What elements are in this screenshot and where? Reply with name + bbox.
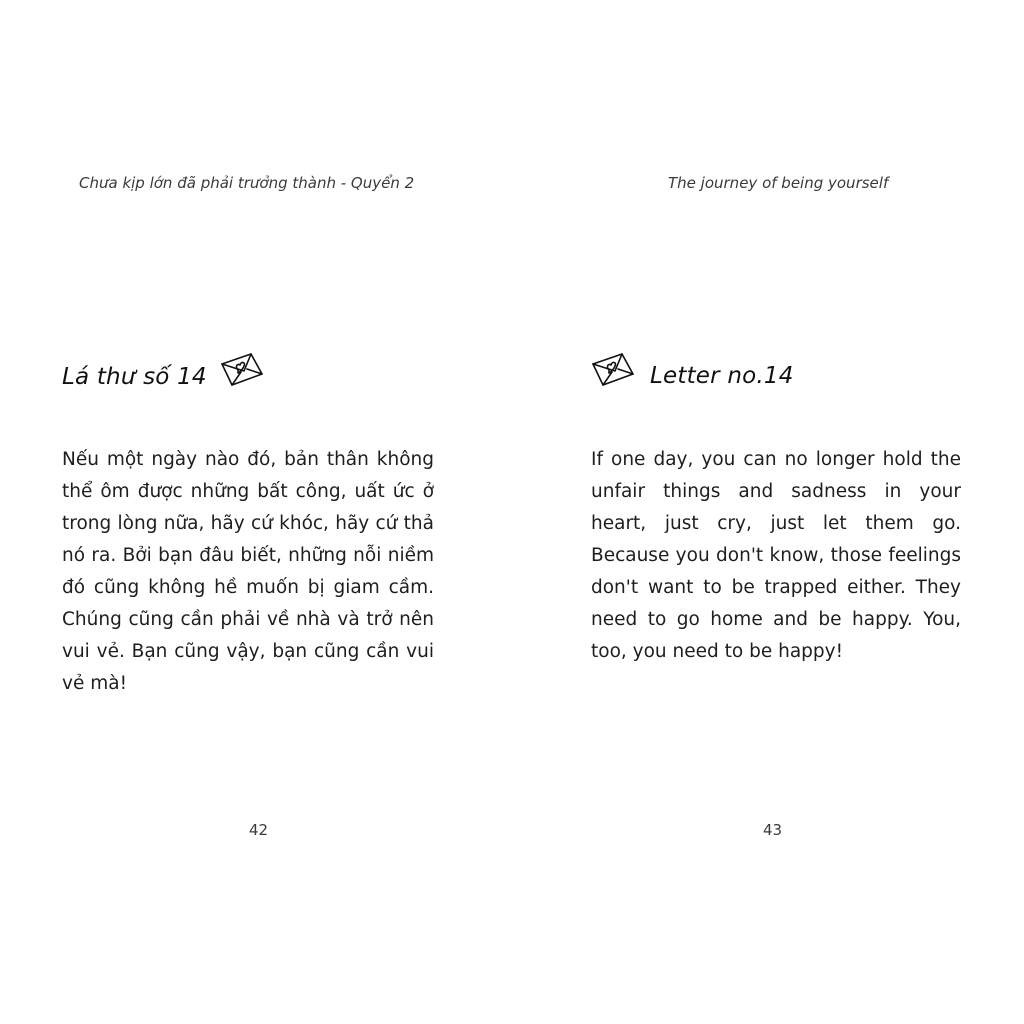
letter-title: Lá thư số 14 [62,364,207,390]
letter-title-row [62,350,265,390]
right-page [512,0,1024,1024]
page-number: 42 [249,821,269,839]
letter-title-row [590,350,794,390]
letter-body: Nếu một ngày nào đó, bản thân không thể ôm được những bất công, uất ức ở trong lòng nữa, hãy cứ khóc, hãy cứ thả nó ra. Bởi bạn đâu biết, những nỗi niềm đó cũng không hề muốn bị giam cầm. Chúng cũng cần phải về nhà và trở nên vui vẻ. Bạn cũng vậy, bạn cũng cần vui vẻ mà! [62,449,434,694]
envelope-heart-icon [219,350,265,390]
running-header: The journey of being yourself [668,174,889,192]
letter-body: If one day, you can no longer hold the unfair things and sadness in your heart, just cry, just let them go. Because you don't know, those feelings don't want to be trapped either. They need to go home and be happy. You, too, you need to be happy! [591,449,961,662]
letter-title: Letter no.14 [650,363,794,389]
envelope-heart-icon [590,350,636,390]
running-header: Chưa kịp lớn đã phải trưởng thành - Quyển 2 [79,174,415,192]
page-number: 43 [763,821,783,839]
